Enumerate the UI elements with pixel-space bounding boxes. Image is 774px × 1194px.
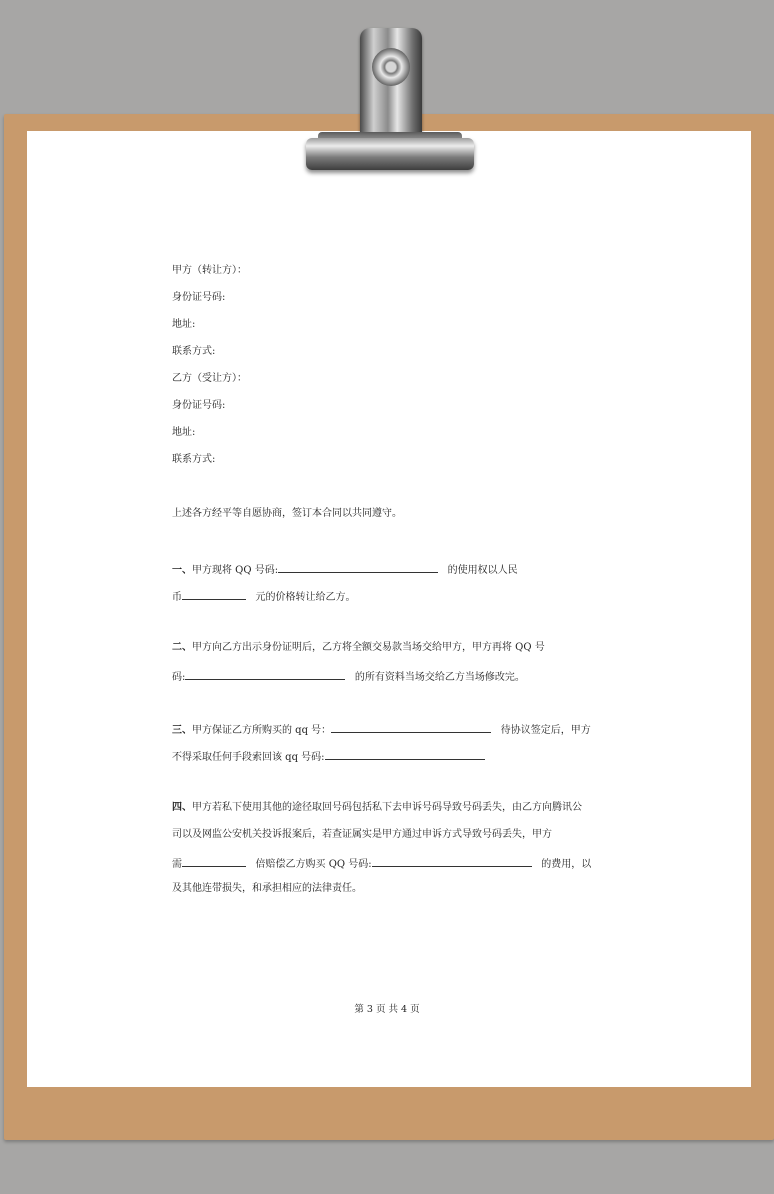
clause-4-text-a: 甲方若私下使用其他的途径取回号码包括私下去申诉号码导致号码丢失，由乙方向腾讯公 — [192, 802, 582, 813]
party-b-id-label: 身份证号码: — [172, 400, 226, 411]
clause-2-number: 二、 — [172, 642, 192, 653]
clause-2-text-c: 的所有资料当场交给乙方当场修改完。 — [354, 672, 525, 683]
party-a-id-label: 身份证号码: — [172, 292, 226, 303]
party-b-contact-label: 联系方式: — [172, 454, 216, 465]
clause-1-text-d: 元的价格转让给乙方。 — [255, 592, 356, 603]
party-a-contact-label: 联系方式: — [172, 346, 216, 357]
clause-1-text-a: 甲方现将 QQ 号码: — [192, 565, 279, 576]
clause-1-text-b: 的使用权以人民 — [447, 565, 518, 576]
clause-4-number: 四、 — [172, 802, 192, 813]
clause-4-line-2: 司以及网监公安机关投诉报案后，若查证属实是甲方通过申诉方式导致号码丢失，甲方 — [172, 829, 552, 840]
preamble-text: 上述各方经平等自愿协商，签订本合同以共同遵守。 — [172, 508, 402, 519]
clip-bar-icon — [306, 138, 474, 170]
clause-1-text-c: 币 — [172, 592, 182, 603]
qq-number-blank-5[interactable] — [372, 855, 532, 867]
party-a-address-label: 地址: — [172, 319, 196, 330]
clause-3-text-b: 待协议签定后，甲方 — [500, 725, 591, 736]
clause-4-text-d: 的费用，以 — [541, 859, 592, 870]
clause-2-line-2 — [172, 668, 525, 685]
price-blank[interactable] — [182, 588, 246, 600]
party-b-address-label: 地址: — [172, 427, 196, 438]
clip-rivet-icon — [372, 48, 410, 86]
clause-1-number: 一、 — [172, 565, 192, 576]
clause-2-text-a: 甲方向乙方出示身份证明后，乙方将全额交易款当场交给甲方，甲方再将 QQ 号 — [192, 642, 545, 653]
clause-4-line-3 — [172, 855, 591, 872]
multiple-blank[interactable] — [182, 855, 246, 867]
page-number: 第 3 页 共 4 页 — [354, 1004, 420, 1015]
clause-1-line-1 — [172, 561, 518, 578]
document-page — [27, 131, 751, 1087]
clause-4-line-1 — [172, 801, 582, 815]
clause-3-number: 三、 — [172, 725, 192, 736]
clause-1-line-2 — [172, 588, 356, 605]
clause-4-text-c: 倍赔偿乙方购买 QQ 号码: — [255, 859, 372, 870]
qq-number-blank-3[interactable] — [331, 721, 491, 733]
clause-4-text-b: 需 — [172, 859, 182, 870]
clause-2-line-1 — [172, 641, 545, 655]
binder-clip-icon — [360, 28, 422, 146]
qq-number-blank-4[interactable] — [325, 748, 485, 760]
clause-2-text-b: 码: — [172, 672, 186, 683]
clause-3-line-2 — [172, 748, 485, 765]
party-b-label: 乙方（受让方）： — [172, 373, 247, 384]
clause-3-text-a: 甲方保证乙方所购买的 qq 号： — [192, 725, 332, 736]
clause-3-line-1 — [172, 721, 591, 738]
qq-number-blank-2[interactable] — [185, 668, 345, 680]
clause-3-text-c: 不得采取任何手段索回该 qq 号码: — [172, 752, 325, 763]
party-a-label: 甲方（转让方）： — [172, 265, 247, 276]
qq-number-blank[interactable] — [278, 561, 438, 573]
clause-4-line-4: 及其他连带损失，和承担相应的法律责任。 — [172, 883, 362, 894]
